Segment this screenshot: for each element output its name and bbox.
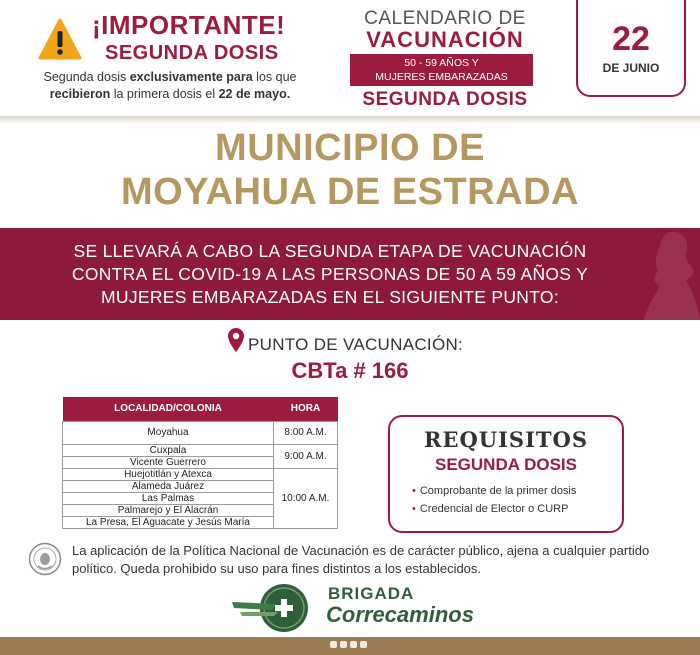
table-cell-localidad: Huejotitlán y Atexca — [63, 468, 274, 480]
date-day: 22 — [612, 20, 650, 58]
table-cell-localidad: Palmarejo y El Alacrán — [63, 504, 274, 516]
instagram-icon[interactable] — [350, 641, 357, 648]
announcement-line1: SE LLEVARÁ A CABO LA SEGUNDA ETAPA DE VACUNACIÓN — [73, 241, 587, 261]
column-header-hora: HORA — [274, 397, 338, 421]
age-group-box — [350, 54, 533, 86]
table-cell-localidad: La Presa, El Aguacate y Jesús María — [63, 516, 274, 528]
calendario-segunda-dosis: SEGUNDA DOSIS — [362, 89, 528, 110]
schedule-table — [62, 397, 338, 529]
municipio-line2: MOYAHUA DE ESTRADA — [120, 171, 579, 213]
table-cell-localidad: Vicente Guerrero — [63, 456, 274, 468]
header-divider — [0, 116, 700, 124]
segunda-dosis-title: SEGUNDA DOSIS — [105, 42, 279, 64]
requisitos-title: REQUISITOS — [424, 427, 588, 452]
brigada-text: BRIGADA — [328, 584, 415, 603]
table-cell-hora: 8:00 A.M. — [274, 421, 338, 444]
date-card — [576, 0, 686, 97]
column-header-localidad: LOCALIDAD/COLONIA — [63, 397, 274, 421]
requisitos-subtitle: SEGUNDA DOSIS — [434, 455, 577, 474]
vacunacion-title: VACUNACIÓN — [366, 27, 524, 52]
requisitos-list — [412, 485, 576, 521]
municipio-title — [0, 126, 700, 214]
legal-disclaimer: La aplicación de la Política Nacional de Vacunación es de carácter público, ajena a cualquier partido político. Queda prohibido su uso para fines distintos a los establecidos. — [72, 543, 650, 576]
table-cell-localidad: Alameda Juárez — [63, 480, 274, 492]
table-row — [63, 468, 338, 480]
warning-icon — [38, 18, 82, 60]
table-row — [63, 421, 338, 444]
table-header-row — [63, 397, 338, 421]
age-group-line2: MUJERES EMBARAZADAS — [375, 71, 508, 83]
punto-label: PUNTO DE VACUNACIÓN: — [248, 335, 464, 354]
age-group-line1: 50 - 59 AÑOS Y — [404, 57, 479, 69]
youtube-icon[interactable] — [360, 641, 367, 648]
list-item: • Comprobante de la primer dosis — [412, 485, 576, 497]
table-cell-hora: 9:00 A.M. — [274, 444, 338, 468]
date-month: DE JUNIO — [602, 61, 660, 75]
requisitos-box — [388, 415, 624, 533]
table-row — [63, 444, 338, 456]
correcaminos-text: Correcaminos — [326, 602, 474, 627]
national-seal-icon — [28, 542, 62, 576]
location-pin-icon — [228, 328, 244, 352]
calendario-title: CALENDARIO DE — [364, 8, 526, 29]
importante-title: ¡IMPORTANTE! — [92, 10, 286, 40]
table-cell-localidad: Moyahua — [63, 421, 274, 444]
twitter-icon[interactable] — [340, 641, 347, 648]
municipio-line1: MUNICIPIO DE — [215, 127, 485, 169]
header — [0, 0, 700, 118]
table-cell-localidad: Cuxpala — [63, 444, 274, 456]
announcement-line3: MUJERES EMBARAZADAS EN EL SIGUIENTE PUNTO: — [101, 287, 559, 307]
table-cell-hora: 10:00 A.M. — [274, 468, 338, 528]
social-icons — [330, 641, 367, 648]
announcement-text — [20, 240, 640, 309]
facebook-icon[interactable] — [330, 641, 337, 648]
announcement-line2: CONTRA EL COVID-19 A LAS PERSONAS DE 50 A 59 AÑOS Y — [71, 264, 589, 284]
list-item: • Credencial de Elector o CURP — [412, 503, 576, 515]
punto-value: CBTa # 166 — [291, 358, 409, 383]
woman-silhouette-icon — [630, 228, 700, 320]
importante-note: Segunda dosis exclusivamente para los que recibieron la primera dosis el 22 de mayo. — [43, 70, 297, 101]
announcement-banner — [0, 228, 700, 320]
table-cell-localidad: Las Palmas — [63, 492, 274, 504]
brigada-emblem-icon — [232, 582, 324, 634]
